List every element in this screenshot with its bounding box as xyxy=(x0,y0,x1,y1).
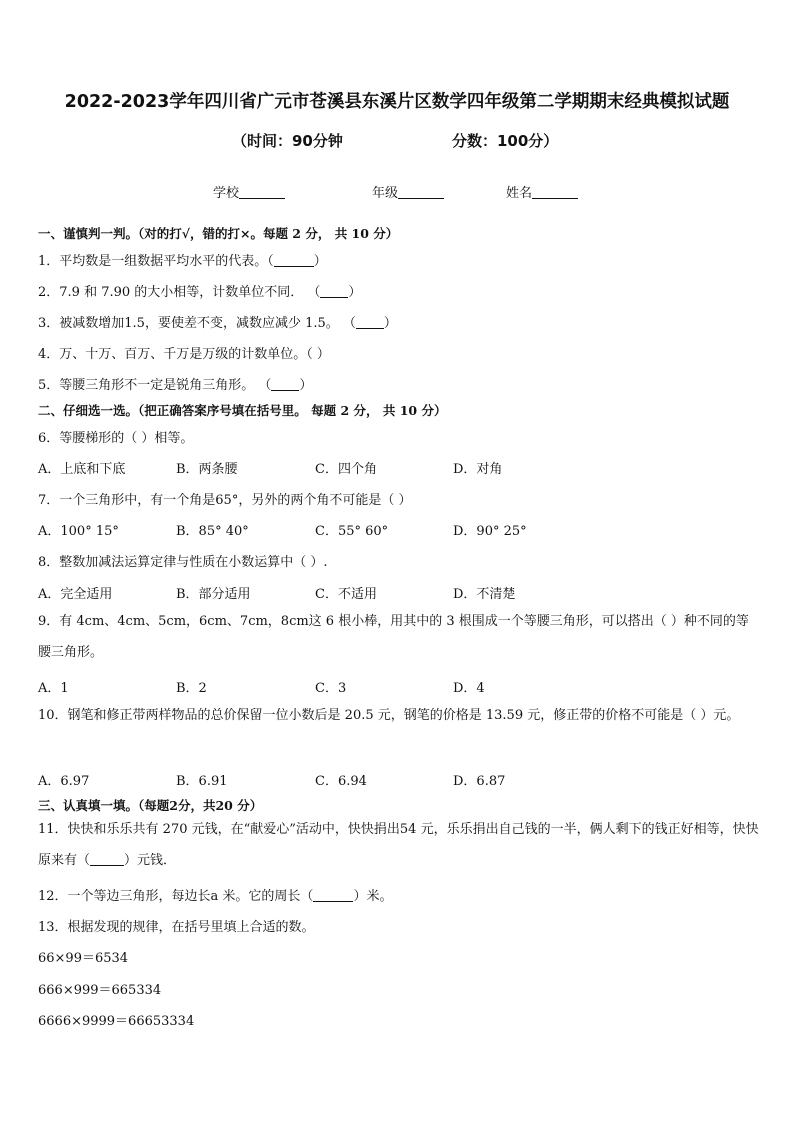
question-1-text: 1．平均数是一组数据平均水平的代表。（ xyxy=(38,254,274,269)
school-label: 学校 xyxy=(213,186,240,201)
answer-blank xyxy=(274,254,314,267)
question-11 xyxy=(38,814,760,876)
question-7-option-d: D．90° 25° xyxy=(453,524,527,539)
question-8-option-c: C．不适用 xyxy=(315,587,377,602)
question-5-close: ） xyxy=(299,378,313,393)
name-blank xyxy=(532,186,578,199)
question-6-option-d: D．对角 xyxy=(453,462,503,477)
question-3 xyxy=(38,312,397,331)
question-9-option-a: A．1 xyxy=(38,681,69,696)
question-10-option-c: C．6.94 xyxy=(315,774,367,789)
section-2-heading: 二、仔细选一选。（把正确答案序号填在括号里。 每题 2 分， 共 10 分） xyxy=(38,403,447,418)
question-12-close: ）米。 xyxy=(353,889,393,904)
question-6: 6．等腰梯形的（ ）相等。 xyxy=(38,431,194,446)
question-12-text: 12．一个等边三角形，每边长a 米。它的周长（ xyxy=(38,889,314,904)
question-6-option-a: A．上底和下底 xyxy=(38,462,126,477)
question-11-text: 11．快快和乐乐共有 270 元钱，在“献爱心”活动中，快快捐出54 元，乐乐捐出自己钱的一半，俩人剩下的钱正好相等，快快原来有（ xyxy=(38,822,759,868)
question-9: 9．有 4cm、4cm、5cm，6cm、7cm，8cm这 6 根小棒，用其中的 3 根围成一个等腰三角形，可以搭出（ ）种不同的等腰三角形。 xyxy=(38,614,749,660)
section-1-heading: 一、谨慎判一判。（对的打√，错的打×。每题 2 分， 共 10 分） xyxy=(38,226,399,241)
question-10-option-b: B．6.91 xyxy=(176,774,228,789)
answer-blank xyxy=(356,316,384,329)
question-10-option-d: D．6.87 xyxy=(453,774,506,789)
exam-score: 分数：100分） xyxy=(452,132,559,150)
question-3-close: ） xyxy=(383,316,397,331)
equation-2: 666×999＝665334 xyxy=(38,983,162,998)
question-7-option-c: C．55° 60° xyxy=(315,524,389,539)
question-7: 7．一个三角形中，有一个角是65°，另外的两个角不可能是（ ） xyxy=(38,493,412,508)
question-7-option-b: B．85° 40° xyxy=(176,524,249,539)
question-8-option-b: B．部分适用 xyxy=(176,587,251,602)
grade-blank xyxy=(398,186,444,199)
question-2-close: ） xyxy=(348,285,362,300)
school-field xyxy=(213,182,285,201)
question-5 xyxy=(38,374,312,393)
question-8: 8．整数加减法运算定律与性质在小数运算中（ ）. xyxy=(38,555,328,570)
question-9-option-c: C．3 xyxy=(315,681,347,696)
question-1 xyxy=(38,250,327,269)
question-13: 13．根据发现的规律，在括号里填上合适的数。 xyxy=(38,920,315,935)
question-12 xyxy=(38,885,392,904)
question-9-option-d: D．4 xyxy=(453,681,485,696)
school-blank xyxy=(239,186,285,199)
question-8-option-d: D．不清楚 xyxy=(453,587,516,602)
grade-label: 年级 xyxy=(372,186,399,201)
question-5-text: 5．等腰三角形不一定是锐角三角形。 （ xyxy=(38,378,272,393)
question-11-close: ）元钱． xyxy=(124,853,177,868)
name-label: 姓名 xyxy=(506,186,533,201)
question-2-text: 2．7.9 和 7.90 的大小相等，计数单位不同． （ xyxy=(38,285,321,300)
answer-blank xyxy=(313,889,353,902)
question-6-option-b: B．两条腰 xyxy=(176,462,238,477)
answer-blank xyxy=(90,853,124,866)
question-6-option-c: C．四个角 xyxy=(315,462,377,477)
name-field xyxy=(506,182,578,201)
grade-field xyxy=(372,182,444,201)
equation-1: 66×99＝6534 xyxy=(38,951,129,966)
question-8-option-a: A．完全适用 xyxy=(38,587,113,602)
question-10: 10．钢笔和修正带两样物品的总价保留一位小数后是 20.5 元，钢笔的价格是 13.59 元，修正带的价格不可能是（ ）元。 xyxy=(38,708,740,723)
answer-blank xyxy=(320,285,348,298)
question-3-text: 3．被减数增加1.5，要使差不变，减数应减少 1.5。 （ xyxy=(38,316,356,331)
section-3-heading: 三、认真填一填。（每题2分，共20 分） xyxy=(38,798,263,813)
equation-3: 6666×9999＝66653334 xyxy=(38,1014,195,1029)
exam-title: 2022-2023学年四川省广元市苍溪县东溪片区数学四年级第二学期期末经典模拟试题 xyxy=(64,92,730,112)
question-2 xyxy=(38,281,361,300)
question-9-option-b: B．2 xyxy=(176,681,207,696)
exam-time: （时间：90分钟 xyxy=(232,132,343,150)
question-7-option-a: A．100° 15° xyxy=(38,524,119,539)
question-10-option-a: A．6.97 xyxy=(38,774,90,789)
question-4: 4．万、十万、百万、千万是万级的计数单位。（ ） xyxy=(38,347,330,362)
answer-blank xyxy=(271,378,299,391)
question-1-close: ） xyxy=(313,254,327,269)
